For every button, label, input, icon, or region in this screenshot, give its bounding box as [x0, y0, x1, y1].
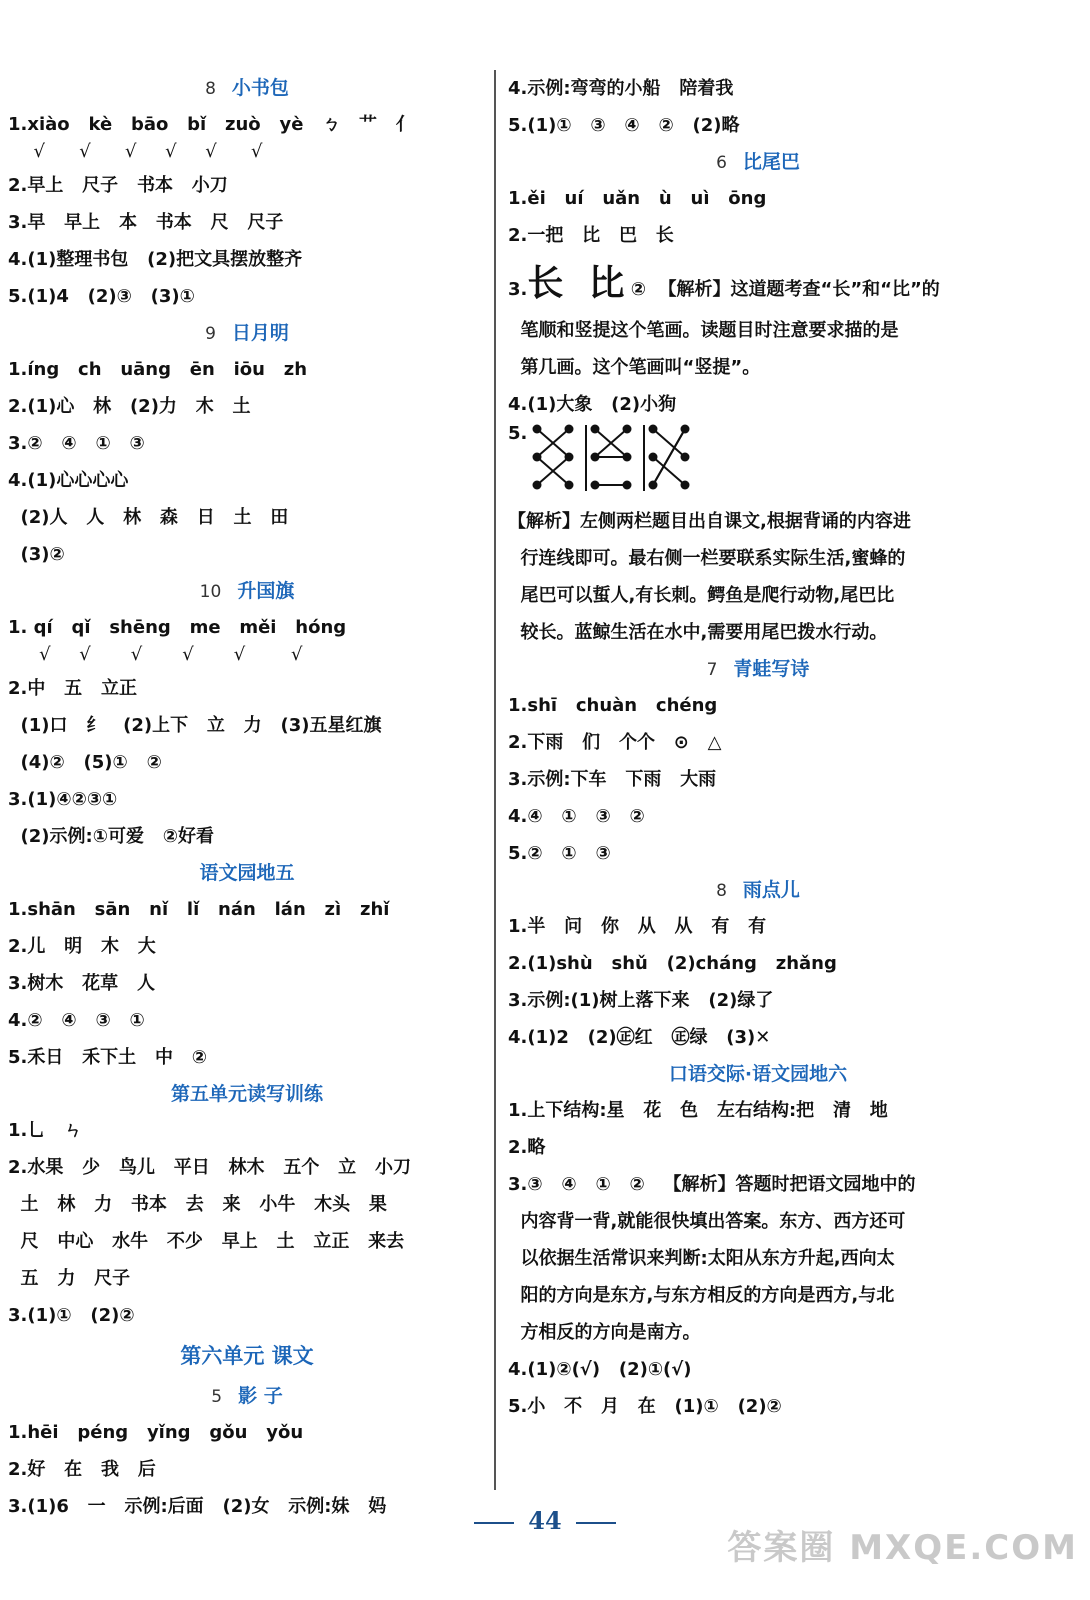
large-characters: 长 比 [527, 262, 625, 304]
answer-line: 五 力 尺子 [8, 1268, 131, 1289]
section-name: 小书包 [231, 77, 289, 99]
checkmark-row: √ √ √ √ √ √ [22, 644, 303, 665]
answer-line: (2)示例:①可爱 ②好看 [8, 826, 214, 847]
answer-line: 5.② ① ③ [508, 843, 611, 864]
unit-title: 第六单元 课文 [180, 1344, 314, 1368]
answer-line: 尾巴可以蜇人,有长刺。鳄鱼是爬行动物,尾巴比 [508, 585, 895, 606]
section-name: 升国旗 [237, 580, 295, 602]
answer-line: 行连线即可。最右侧一栏要联系实际生活,蜜蜂的 [508, 548, 906, 569]
answer-line: 【解析】左侧两栏题目出自课文,根据背诵的内容进 [508, 511, 911, 532]
section-name: 雨点儿 [742, 879, 800, 901]
answer-line: 尺 中心 水牛 不少 早上 土 立正 来去 [8, 1231, 405, 1252]
answer-prefix: 3. [508, 279, 528, 300]
answer-line: 较长。蓝鲸生活在水中,需要用尾巴拨水行动。 [508, 622, 888, 643]
section-title [8, 573, 486, 609]
section-title [508, 651, 1008, 687]
answer-line: 1. qí qǐ shēng me měi hóng [8, 617, 347, 638]
answer-line: 2.儿 明 木 大 [8, 936, 156, 957]
section-name: 第五单元读写训练 [170, 1083, 323, 1105]
answer-line: 1.xiào kè bāo bǐ zuò yè ㄅ 艹 亻 [8, 114, 414, 135]
answer-line: 1.íng ch uāng ēn iōu zh [8, 359, 308, 380]
answer-line: 4.② ④ ③ ① [8, 1010, 145, 1031]
answer-line: 5.禾日 禾下土 中 ② [8, 1047, 208, 1068]
answer-line: 2.中 五 立正 [8, 678, 137, 699]
answer-line: 1.半 问 你 从 从 有 有 [508, 916, 767, 937]
section-name: 语文园地五 [199, 862, 295, 884]
answer-line: 内容背一背,就能很快填出答案。东方、西方还可 [508, 1211, 906, 1232]
answer-line: 1.shān sān nǐ lǐ nán lán zì zhǐ [8, 899, 390, 920]
section-number: 5 [211, 1387, 223, 1407]
answer-line [508, 423, 1008, 503]
answer-line: 3.示例:(1)树上落下来 (2)绿了 [508, 990, 774, 1011]
answer-line: 5.(1)4 (2)③ (3)① [8, 286, 195, 307]
answer-line: 3.② ④ ① ③ [8, 433, 145, 454]
section-title [508, 872, 1008, 908]
answer-line: 以依据生活常识来判断:太阳从东方升起,西向太 [508, 1248, 895, 1269]
answer-line: 土 林 力 书本 去 来 小牛 木头 果 [8, 1194, 387, 1215]
answer-line: 1.乚 ㄣ [8, 1120, 83, 1141]
answer-line: 1.上下结构:星 花 色 左右结构:把 清 地 [508, 1100, 888, 1121]
answer-line: 4.(1)②(√) (2)①(√) [508, 1359, 692, 1380]
answer-line: 4.(1)整理书包 (2)把文具摆放整齐 [8, 249, 303, 270]
answer-line: 1.shī chuàn chéng [508, 695, 718, 716]
watermark: 答案圈 MXQE.COM [727, 1528, 1078, 1568]
answer-prefix: 5. [508, 423, 528, 444]
answer-line: 3.(1)6 一 示例:后面 (2)女 示例:妹 妈 [8, 1496, 387, 1517]
answer-line: 3.(1)④②③① [8, 789, 118, 810]
answer-line: (4)② (5)① ② [8, 752, 162, 773]
answer-line: (1)口 纟 (2)上下 立 力 (3)五星红旗 [8, 715, 382, 736]
answer-line: 2.略 [508, 1137, 546, 1158]
answer-line: 2.好 在 我 后 [8, 1459, 156, 1480]
answer-line: 笔顺和竖提这个笔画。读题目时注意要求描的是 [508, 320, 899, 341]
answer-line: 4.(1)心心心心 [8, 470, 129, 491]
section-number: 8 [716, 881, 727, 901]
section-name: 日月明 [231, 322, 289, 344]
matching-diagram [527, 423, 707, 493]
answer-line: 2.(1)shù shǔ (2)cháng zhǎng [508, 953, 837, 974]
answer-line [508, 254, 1008, 312]
section-title [8, 1378, 486, 1414]
answer-line: 5.小 不 月 在 (1)① (2)② [508, 1396, 782, 1417]
answer-line: 2.(1)心 林 (2)力 木 土 [8, 396, 251, 417]
section-name: 口语交际·语文园地六 [668, 1063, 848, 1085]
page-number: 44 [528, 1506, 562, 1535]
answer-text: ② 【解析】这道题考查“长”和“比”的 [624, 279, 940, 300]
section-title [8, 315, 486, 351]
answer-line: 2.下雨 们 个个 ⊙ △ [508, 732, 722, 753]
answer-line: 4.(1)大象 (2)小狗 [508, 394, 677, 415]
footer-dash-right [576, 1522, 616, 1524]
answer-line: 3.早 早上 本 书本 尺 尺子 [8, 212, 284, 233]
column-divider [494, 70, 496, 1490]
left-column [8, 70, 486, 1525]
answer-line: 5.(1)① ③ ④ ② (2)略 [508, 115, 740, 136]
answer-line: 3.③ ④ ① ② 【解析】答题时把语文园地中的 [508, 1174, 916, 1195]
answer-line: (3)② [8, 544, 65, 565]
answer-line: 4.示例:弯弯的小船 陪着我 [508, 78, 734, 99]
answer-line: 1.hēi péng yǐng gǒu yǒu [8, 1422, 304, 1443]
answer-line: 第几画。这个笔画叫“竖提”。 [508, 357, 761, 378]
answer-line: 2.早上 尺子 书本 小刀 [8, 175, 228, 196]
answer-line: 方相反的方向是南方。 [508, 1322, 701, 1343]
section-number: 9 [205, 324, 216, 344]
section-number: 10 [199, 582, 222, 602]
right-column [508, 70, 1008, 1425]
answer-line: 2.水果 少 鸟儿 平日 林木 五个 立 小刀 [8, 1157, 411, 1178]
section-title [8, 70, 486, 106]
answer-line: 3.示例:下车 下雨 大雨 [508, 769, 717, 790]
section-number: 6 [716, 153, 727, 173]
answer-line: 阳的方向是东方,与东方相反的方向是西方,与北 [508, 1285, 895, 1306]
section-title [508, 144, 1008, 180]
answer-line: 2.一把 比 巴 长 [508, 225, 674, 246]
answer-line: 4.(1)2 (2)㊣红 ㊣绿 (3)✕ [508, 1027, 771, 1048]
section-name: 比尾巴 [742, 151, 800, 173]
answer-line: 1.ěi uí uǎn ù uì ōng [508, 188, 767, 209]
section-name: 影 子 [238, 1385, 283, 1407]
answer-line: 3.树木 花草 人 [8, 973, 155, 994]
section-title [508, 1056, 1008, 1092]
answer-line: 4.④ ① ③ ② [508, 806, 645, 827]
footer-dash-left [474, 1522, 514, 1524]
section-title [8, 1076, 486, 1112]
section-number: 8 [205, 79, 216, 99]
checkmark-row: √ √ √ √ √ √ [22, 141, 263, 162]
answer-line: 3.(1)① (2)② [8, 1305, 135, 1326]
answer-line: (2)人 人 林 森 日 土 田 [8, 507, 289, 528]
section-number: 7 [706, 660, 718, 680]
section-name: 青蛙写诗 [733, 658, 810, 680]
section-title [8, 855, 486, 891]
